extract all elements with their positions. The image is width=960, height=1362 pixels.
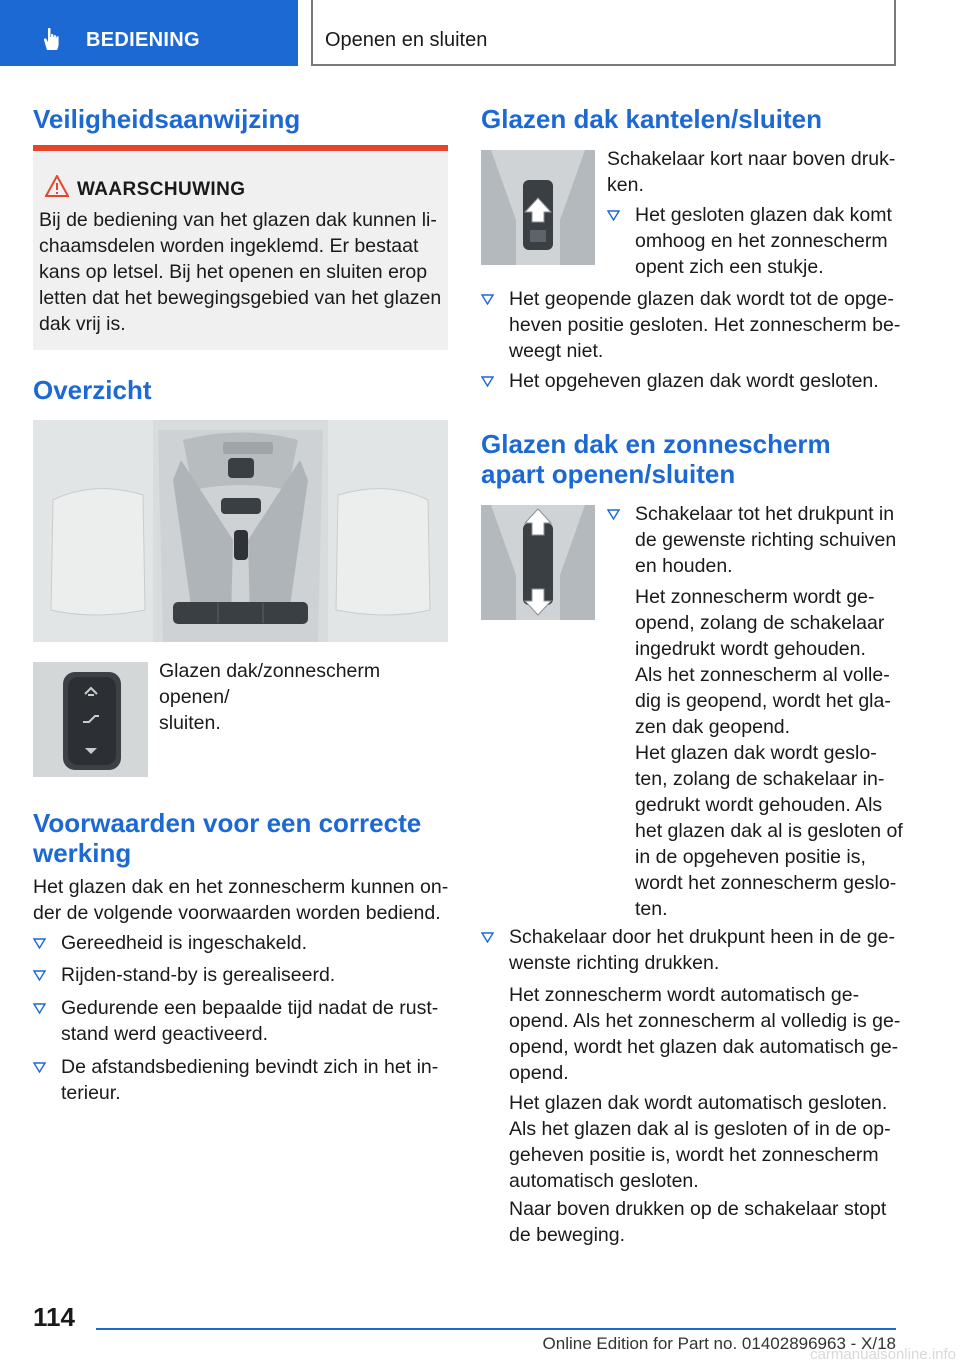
heading-tilt: Glazen dak kantelen/sluiten <box>481 104 822 134</box>
intro-line: ken. <box>607 174 644 196</box>
list-item-text: omhoog en het zonnescherm <box>635 230 888 252</box>
list-item-text: wenste richting drukken. <box>509 952 720 974</box>
paragraph-line: gedrukt wordt gehouden. Als <box>635 794 883 816</box>
bullet-triangle-icon <box>33 1003 46 1014</box>
list-item-text: Het geopende glazen dak wordt tot de opge- <box>509 288 894 310</box>
warning-line: chaamsdelen worden ingeklemd. Er bestaat <box>39 235 419 257</box>
paragraph-line: de beweging. <box>509 1224 626 1246</box>
paragraph-line: Het glazen dak wordt geslo- <box>635 742 877 764</box>
bullet-triangle-icon <box>607 210 620 221</box>
paragraph-line: dig is geopend, wordt het gla- <box>635 690 891 712</box>
auto-paragraph-1 <box>509 982 909 1086</box>
paragraph-line: opend, zolang de schakelaar <box>635 612 885 634</box>
paragraph-line: in de opgeheven positie is, <box>635 846 866 868</box>
paragraph-line: automatisch gesloten. <box>509 1170 699 1192</box>
bullet-triangle-icon <box>33 970 46 981</box>
bullet-triangle-icon <box>33 938 46 949</box>
header-divider <box>311 0 313 66</box>
edition-text: Online Edition for Part no. 01402896963 - X/18 <box>542 1334 896 1353</box>
bullet-triangle-icon <box>481 294 494 305</box>
paragraph-line: ten. <box>635 898 668 920</box>
heading-line: Voorwaarden voor een correcte <box>33 808 422 838</box>
list-item-text: Rijden-stand-by is gerealiseerd. <box>61 964 336 986</box>
photo-caption <box>159 658 449 736</box>
list-item <box>33 1054 453 1106</box>
paragraph-line: geheven positie is, wordt het zonnescherm <box>509 1144 879 1166</box>
list-item-text: Het gesloten glazen dak komt <box>635 204 892 226</box>
list-item <box>481 368 901 394</box>
paragraph-line: het glazen dak al is gesloten of <box>635 820 903 842</box>
list-item <box>481 286 901 364</box>
heading-line: Glazen dak en zonnescherm <box>481 429 831 459</box>
warning-triangle-icon <box>45 175 69 197</box>
footer-rule <box>96 1328 896 1330</box>
list-item <box>607 202 907 280</box>
list-item-text: en houden. <box>635 555 733 577</box>
warning-line: dak vrij is. <box>39 313 126 335</box>
paragraph-line: Naar boven drukken op de schakelaar stopt <box>509 1198 887 1220</box>
list-item-text: Schakelaar tot het drukpunt in <box>635 503 895 525</box>
paragraph-line: Het zonnescherm wordt ge- <box>635 586 875 608</box>
paragraph-line: ten, zolang de schakelaar in- <box>635 768 885 790</box>
intro-line: der de volgende voorwaarden worden bediend. <box>33 902 441 924</box>
list-item <box>607 501 907 579</box>
header-rule <box>311 64 896 66</box>
paragraph-line: Als het glazen dak al is gesloten of in de op- <box>509 1118 891 1140</box>
watermark: carmanualsonline.info <box>810 1346 956 1362</box>
list-item-text: de gewenste richting schuiven <box>635 529 897 551</box>
list-item-text: opent zich een stukje. <box>635 256 824 278</box>
warning-line: kans op letsel. Bij het openen en sluiten erop <box>39 261 428 283</box>
list-item <box>33 962 453 988</box>
list-item <box>33 930 453 956</box>
list-item-text: heven positie gesloten. Het zonnescherm be- <box>509 314 901 336</box>
list-item-text: Gereedheid is ingeschakeld. <box>61 932 308 954</box>
heading-apart <box>481 429 831 489</box>
bullet-triangle-icon <box>481 932 494 943</box>
paragraph-line: wordt het zonnescherm geslo- <box>635 872 897 894</box>
list-item-text: terieur. <box>61 1082 121 1104</box>
roof-switch-photo <box>33 662 148 777</box>
bullet-triangle-icon <box>33 1062 46 1073</box>
heading-line: werking <box>33 838 132 868</box>
switch-apart-photo <box>481 505 595 620</box>
heading-overview: Overzicht <box>33 375 152 405</box>
overhead-console-photo <box>33 420 448 642</box>
warning-line: Bij de bediening van het glazen dak kunnen li- <box>39 209 437 231</box>
list-item-text: Schakelaar door het drukpunt heen in de ge- <box>509 926 895 948</box>
paragraph-line: Het glazen dak wordt automatisch gesloten. <box>509 1092 888 1114</box>
bullet-triangle-icon <box>607 509 620 520</box>
paragraph-line: zen dak geopend. <box>635 716 791 738</box>
heading-conditions <box>33 808 421 868</box>
list-item <box>33 995 453 1047</box>
conditions-intro <box>33 874 453 926</box>
list-item-text: Het opgeheven glazen dak wordt gesloten. <box>509 370 879 392</box>
paragraph-line: Het zonnescherm wordt automatisch ge- <box>509 984 860 1006</box>
heading-safety: Veiligheidsaanwijzing <box>33 104 301 134</box>
intro-line: Schakelaar kort naar boven druk- <box>607 148 896 170</box>
paragraph-line: opend. <box>509 1062 569 1084</box>
list-item-text: stand werd geactiveerd. <box>61 1023 269 1045</box>
chapter-label: BEDIENING <box>86 29 200 51</box>
warning-text <box>39 207 444 337</box>
list-item-text: weegt niet. <box>509 340 604 362</box>
auto-paragraph-3 <box>509 1196 909 1248</box>
warning-line: letten dat het bewegingsgebied van het glazen <box>39 287 442 309</box>
intro-line: Het glazen dak en het zonnescherm kunnen on- <box>33 876 449 898</box>
list-item <box>481 924 901 976</box>
tilt-intro <box>607 146 907 198</box>
caption-line: Glazen dak/zonnescherm openen/ <box>159 660 381 708</box>
list-item-text: Gedurende een bepaalde tijd nadat de rust- <box>61 997 439 1019</box>
switch-tilt-photo <box>481 150 595 265</box>
bullet-triangle-icon <box>481 376 494 387</box>
header-divider-right <box>894 0 896 66</box>
caption-line: sluiten. <box>159 712 221 734</box>
warning-box <box>33 145 448 350</box>
apart-paragraph-2 <box>635 740 910 922</box>
paragraph-line: Als het zonnescherm al volle- <box>635 664 890 686</box>
paragraph-line: ingedrukt wordt gehouden. <box>635 638 866 660</box>
list-item-text: De afstandsbediening bevindt zich in het in- <box>61 1056 439 1078</box>
chapter-tab[interactable] <box>0 0 298 66</box>
paragraph-line: opend. Als het zonnescherm al volledig is ge- <box>509 1010 901 1032</box>
section-title: Openen en sluiten <box>325 29 488 51</box>
hand-touch-icon <box>38 24 66 52</box>
paragraph-line: opend, wordt het glazen dak automatisch ge- <box>509 1036 899 1058</box>
heading-line: apart openen/sluiten <box>481 459 736 489</box>
auto-paragraph-2 <box>509 1090 909 1194</box>
warning-title: WAARSCHUWING <box>77 179 246 200</box>
page-number: 114 <box>33 1302 75 1332</box>
apart-paragraph-1 <box>635 584 910 740</box>
